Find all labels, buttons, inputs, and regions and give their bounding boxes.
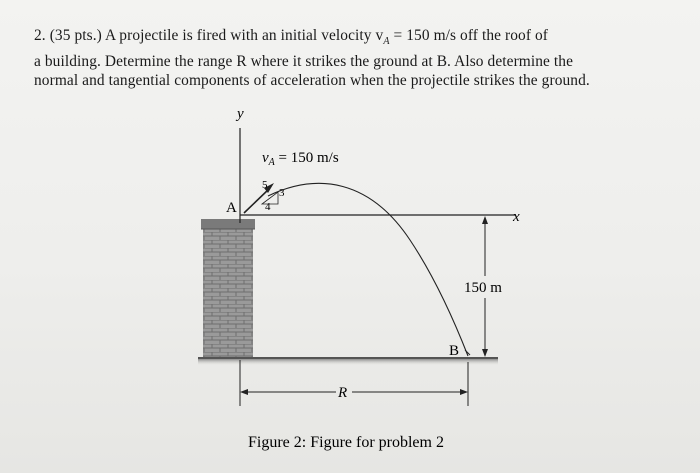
velocity-value: = 150 m/s: [274, 150, 339, 166]
height-label: 150 m: [464, 280, 502, 296]
slope-run-label: 4: [265, 201, 271, 213]
x-axis-label: x: [513, 209, 520, 225]
figure-caption: Figure 2: Figure for problem 2: [248, 434, 444, 451]
slope-rise-label: 3: [279, 187, 285, 199]
building-roof-slab: [201, 219, 255, 229]
ground-shading: [198, 359, 498, 365]
point-a-label: A: [226, 200, 237, 216]
problem-line-1-text: 2. (35 pts.) A projectile is fired with an initial velocity v: [34, 27, 384, 44]
velocity-var: v: [262, 150, 269, 166]
range-dimension: [240, 360, 468, 406]
slope-triangle: [262, 179, 285, 213]
point-b-label: B: [449, 343, 460, 359]
velocity-subscript: A: [383, 36, 390, 48]
building: [201, 219, 255, 357]
problem-line-3: normal and tangential components of acceleration when the projectile strikes the ground.: [34, 72, 590, 90]
building-wall: [203, 223, 253, 357]
problem-line-1-tail: = 150 m/s off the roof of: [389, 27, 549, 44]
slope-hyp-label: 5: [262, 179, 268, 191]
problem-line-2: a building. Determine the range R where it strikes the ground at B. Also determine the: [34, 52, 574, 70]
velocity-label: [262, 150, 339, 168]
velocity-sub: A: [268, 157, 275, 168]
y-axis-label: y: [237, 106, 244, 122]
range-label: R: [338, 385, 348, 401]
trajectory-curve: [268, 183, 468, 356]
